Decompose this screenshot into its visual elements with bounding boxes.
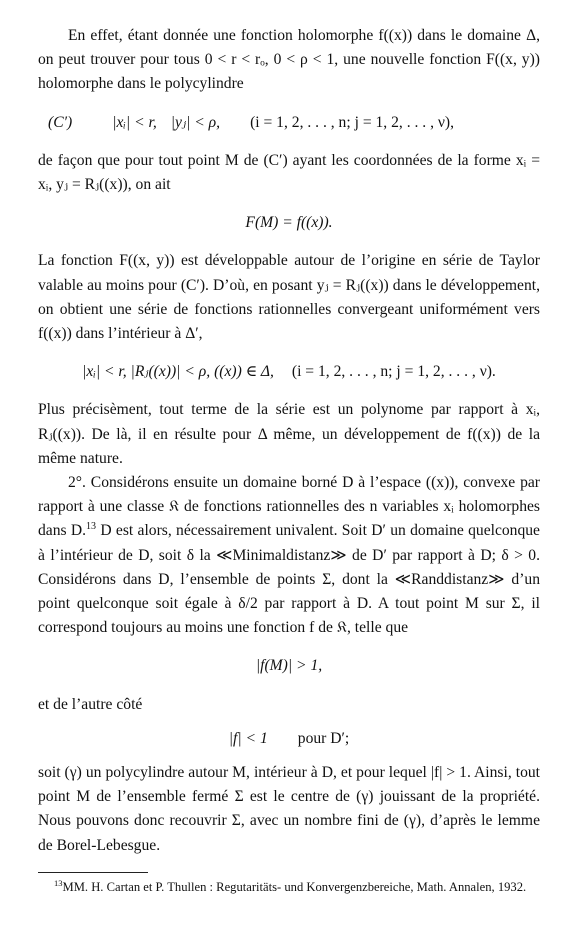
equation-polycylinder — [48, 111, 540, 135]
paragraph-5-text-a: 2°. Considérons ensuite un domaine borné D à l’espace ((x)), convexe par rapport à une classe 𝔎 de fonctions rationnelles des n variables xᵢ holomorphes dans D. — [38, 474, 540, 540]
equation-condition-x: |xᵢ| < r, — [112, 113, 157, 131]
footnote-text: MM. H. Cartan et P. Thullen : Regutaritäts- und Konvergenzbereiche, Math. Annalen, 1932. — [62, 880, 527, 894]
equation-inequality: |f| < 1 — [228, 729, 268, 747]
footnote-reference[interactable]: 13 — [86, 521, 97, 533]
footnote-number: 13 — [54, 877, 63, 888]
equation-domain: pour D′; — [297, 729, 350, 747]
footnote — [38, 878, 540, 897]
paragraph-4: Plus précisèment, tout terme de la série est un polynome par rapport à xᵢ, Rⱼ((x)). De là, il en résulte pour Δ même, un développement de f((x)) de la même nature. — [38, 401, 540, 467]
equation-domain-conditions — [38, 360, 540, 384]
equation-f-greater-one: |f(M)| > 1, — [255, 657, 323, 675]
equation-condition-y: |yⱼ| < ρ, — [170, 113, 221, 131]
paragraph-3: La fonction F((x, y)) est développable autour de l’origine en série de Taylor valable au moins pour (C′). D’où, en posant yⱼ = Rⱼ((x)) dans le développement, on obtient une série de fonctions rationnelles convergeant uniformément vers f((x)) dans l’intérieur à Δ′, — [38, 252, 540, 343]
page-body — [38, 24, 540, 858]
paragraph-2: de façon que pour tout point M de (C′) ayant les coordonnées de la forme xᵢ = xᵢ, yⱼ = Rⱼ((x)), on ait — [38, 151, 540, 194]
footnote-divider — [38, 872, 148, 873]
paragraph-7: soit (γ) un polycylindre autour M, intérieur à D, et pour lequel |f| > 1. Ainsi, tout point M de l’ensemble fermé Σ est le centre de (γ) jouissant de la propriété. Nous pouvons donc recouvrir Σ, avec un nombre fini de (γ), d’après le lemme de Borel-Lebesgue. — [38, 764, 540, 854]
equation-index-range: (i = 1, 2, . . . , n; j = 1, 2, . . . , ν), — [250, 113, 455, 131]
paragraph-1: En effet, étant donnée une fonction holomorphe f((x)) dans le domaine Δ, on peut trouver pour tous 0 < r < rₒ, 0 < ρ < 1, une nouvelle fonction F((x, y)) holomorphe dans le polycylindre — [38, 27, 540, 93]
equation-f-less-one — [38, 727, 540, 751]
paragraph-6: et de l’autre côté — [38, 695, 143, 713]
paragraph-5-text-b: D est alors, nécessairement univalent. Soit D′ un domaine quelconque à l’intérieur de D, soit δ la ≪Minimaldistanz≫ de D′ par rapport à D; δ > 0. Considérons dans D, l’ensemble de points Σ, dont la ≪Randdistanz≫ d’un point quelconque soit égale à δ/2 par rapport à D. A tout point M sur Σ, il correspond toujours au moins une fonction f de 𝔎, telle que — [38, 522, 540, 637]
equation-F-equals-f: F(M) = f((x)). — [245, 214, 333, 232]
equation-conditions: |xᵢ| < r, |Rⱼ((x))| < ρ, ((x)) ∈ Δ, — [82, 363, 274, 381]
equation-index-range-2: (i = 1, 2, . . . , n; j = 1, 2, . . . , ν). — [291, 363, 496, 381]
paragraph-5 — [38, 471, 540, 640]
equation-label: (C′) — [48, 113, 73, 131]
